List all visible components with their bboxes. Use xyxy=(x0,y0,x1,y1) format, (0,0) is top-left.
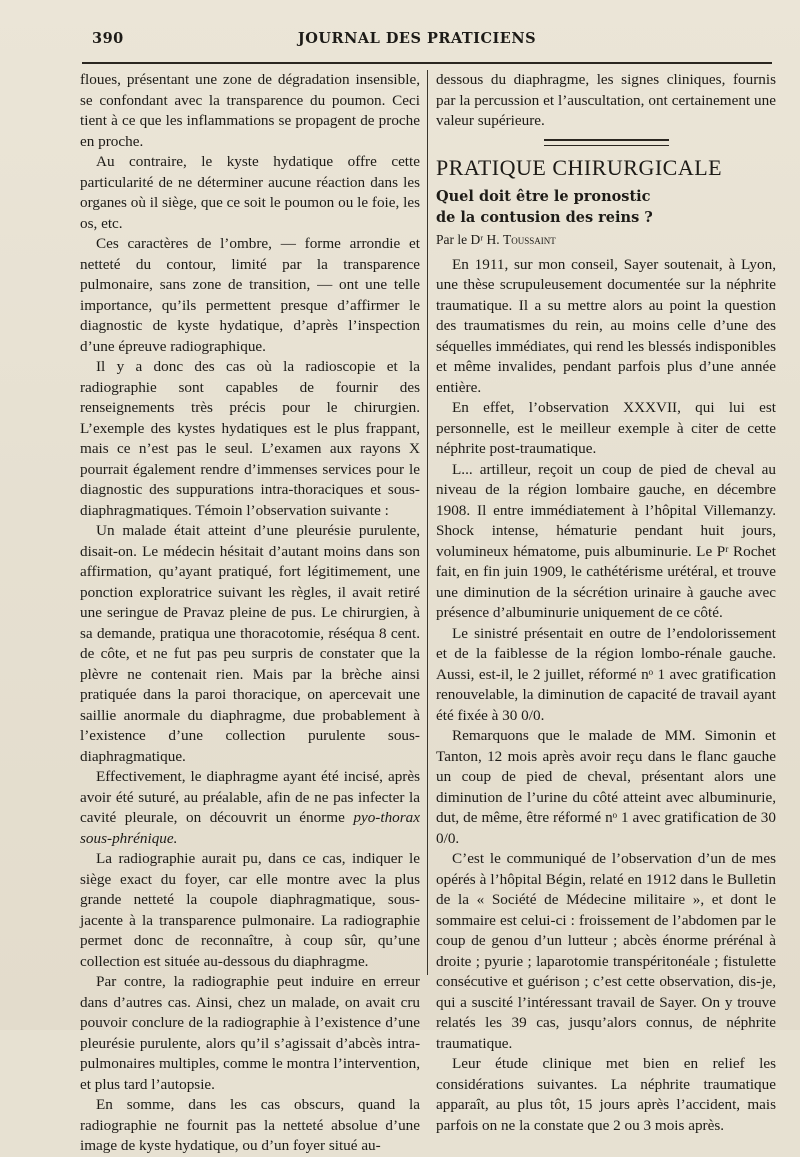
article-title-line: de la contusion des reins ? xyxy=(436,209,653,226)
section-title: PRATIQUE CHIRURGICALE xyxy=(436,154,723,180)
journal-title: JOURNAL DES PRATICIENS xyxy=(297,30,537,47)
paragraph: En effet, l’observation XXXVII, qui lui est personnelle, est le meilleur exemple à citer de cette néphrite post-traumatique. xyxy=(436,399,776,457)
paragraph: Le sinistré présentait en outre de l’endolorissement et de la faiblesse de la région lombo-rénale gauche. Aussi, est-il, le 2 juillet, réformé nᵒ 1 avec gratification renouvelable, la diminution de capacité de travail ayant été fixée à 30 0/0. xyxy=(436,624,776,724)
author-name: Toussaint xyxy=(503,232,556,247)
paragraph: Un malade était atteint d’une pleurésie purulente, disait-on. Le médecin hésitait d’autant moins dans son affirmation, qu’ayant pratiqué, fort légitimement, une ponction exploratrice suivant les règles, il avait retiré une seringue de Pravaz pleine de pus. Le chirurgien, à sa demande, pratiqua une thoracotomie, réséqua 8 cent. de côte, et ne fut pas peu surpris de constater que la plèvre ne contenait rien. Mais par la brèche ainsi pratiquée dans la paroi thoracique, on apercevait une saillie anormale du diaphragme, due probablement à l’existence d’une collection purulente sous-diaphragmatique. xyxy=(80,522,420,765)
paragraph: En somme, dans les cas obscurs, quand la radiographie ne fournit pas la netteté absolue d’une image de kyste hydatique, ou d’un foyer situé au- xyxy=(80,1096,420,1154)
byline-prefix: Par le Dʳ H. xyxy=(436,232,500,247)
paragraph-text: Effectivement, le diaphragme ayant été incisé, après avoir été suturé, au préalable, afin de ne pas infecter la cavité pleurale, on découvrit un énorme xyxy=(80,768,420,826)
right-column xyxy=(436,70,776,1136)
section-divider xyxy=(544,139,669,146)
paragraph: Ces caractères de l’ombre, — forme arrondie et netteté du contour, limité par la transparence pulmonaire, sans zone de transition, — ont une telle importance, qu’ils permettent presque d’affirmer le diagnostic de kyste hydatique, d’après l’inspection d’une épreuve radiographique. xyxy=(80,235,420,355)
paragraph xyxy=(80,767,420,849)
page-header xyxy=(84,30,750,52)
column-divider xyxy=(427,70,428,975)
byline xyxy=(436,230,776,251)
paragraph: floues, présentant une zone de dégradation insensible, se confondant avec la transparence du poumon. Ceci tient à ce que les inflammations se propagent de proche en proche. xyxy=(80,71,420,150)
article-title-line: Quel doit être le pronostic xyxy=(436,188,651,205)
page-number: 390 xyxy=(92,30,124,47)
paragraph: Au contraire, le kyste hydatique offre cette particularité de ne déterminer aucune réaction dans les organes où il siège, que ce soit le poumon ou le foie, les os, etc. xyxy=(80,153,420,232)
left-column xyxy=(80,70,420,1157)
paragraph: dessous du diaphragme, les signes cliniques, fournis par la percussion et l’auscultation, ont certainement une valeur supérieure. xyxy=(436,71,776,129)
italic-term: pyo-thorax sous-phrénique. xyxy=(80,809,421,847)
header-rule xyxy=(82,62,772,64)
paragraph: Il y a donc des cas où la radioscopie et la radiographie sont capables de fournir des renseignements très précis pour le chirurgien. L’exemple des kystes hydatiques est le plus frappant, mais ce n’est pas le seul. L’examen aux rayons X pourrait également rendre d’immenses services pour le diagnostic des suppurations intra-thoraciques et sous-diaphragmatiques. Témoin l’observation suivante : xyxy=(80,358,420,519)
paragraph: Leur étude clinique met bien en relief les considérations suivantes. La néphrite traumatique apparaît, au plus tôt, 15 jours après l’accident, mais parfois on ne la constate que 2 ou 3 mois après. xyxy=(436,1055,776,1134)
paragraph: En 1911, sur mon conseil, Sayer soutenait, à Lyon, une thèse scrupuleusement documentée sur la néphrite traumatique. Il a su mettre alors au point la question des traumatismes du rein, au moins celle d’une des séquelles immédiates, qui rend les blessés indisponibles et même invalides, pendant parfois plus d’une année entière. xyxy=(436,255,776,396)
paragraph: La radiographie aurait pu, dans ce cas, indiquer le siège exact du foyer, car elle montre avec la plus grande netteté la coupole diaphragmatique, sous-jacente à la transparence pulmonaire. La radiographie permet donc de reconnaître, à coup sûr, qu’une collection est située au-dessous du diaphragme. xyxy=(80,850,420,970)
paragraph: C’est le communiqué de l’observation d’un de mes opérés à l’hôpital Bégin, relaté en 1912 dans le Bulletin de la « Société de Médecine militaire », et dont le sommaire est celui-ci : froissement de l’abdomen par le coup de genou d’un lutteur ; abcès énorme prérénal à droite ; pyurie ; laparotomie transpéritonéale ; fistulette consécutive et guérison ; c’est cette observation, dis-je, qui a suscité l’intéressant travail de Sayer. On y trouve relatés les 39 cas, jusqu’alors connus, de néphrite traumatique. xyxy=(436,850,776,1052)
paragraph: Par contre, la radiographie peut induire en erreur dans d’autres cas. Ainsi, chez un malade, on avait cru pouvoir conclure de la radiographie à l’existence d’une pleurésie purulente, alors qu’il s’agissait d’abcès intra-pulmonaires multiples, comme le montra l’intervention, et plus tard l’autopsie. xyxy=(80,973,420,1093)
paragraph: Remarquons que le malade de MM. Simonin et Tanton, 12 mois après avoir reçu dans le flanc gauche un coup de pied de cheval, présentant alors une diminution de l’urine du côté atteint avec albuminurie, dut, de même, être réformé nᵒ 1 avec gratification de 30 0/0. xyxy=(436,727,776,847)
paragraph: L... artilleur, reçoit un coup de pied de cheval au niveau de la région lombaire gauche, en décembre 1908. Il entre immédiatement à l’hôpital Villemanzy. Shock intense, hématurie pendant huit jours, volumineux hématome, puis albuminurie. Le Pʳ Rochet fait, en fin juin 1909, le cathétérisme urétéral, et trouve une diminution de la sécrétion urinaire à gauche avec présence d’albuminurie uniquement de ce côté. xyxy=(436,460,776,621)
